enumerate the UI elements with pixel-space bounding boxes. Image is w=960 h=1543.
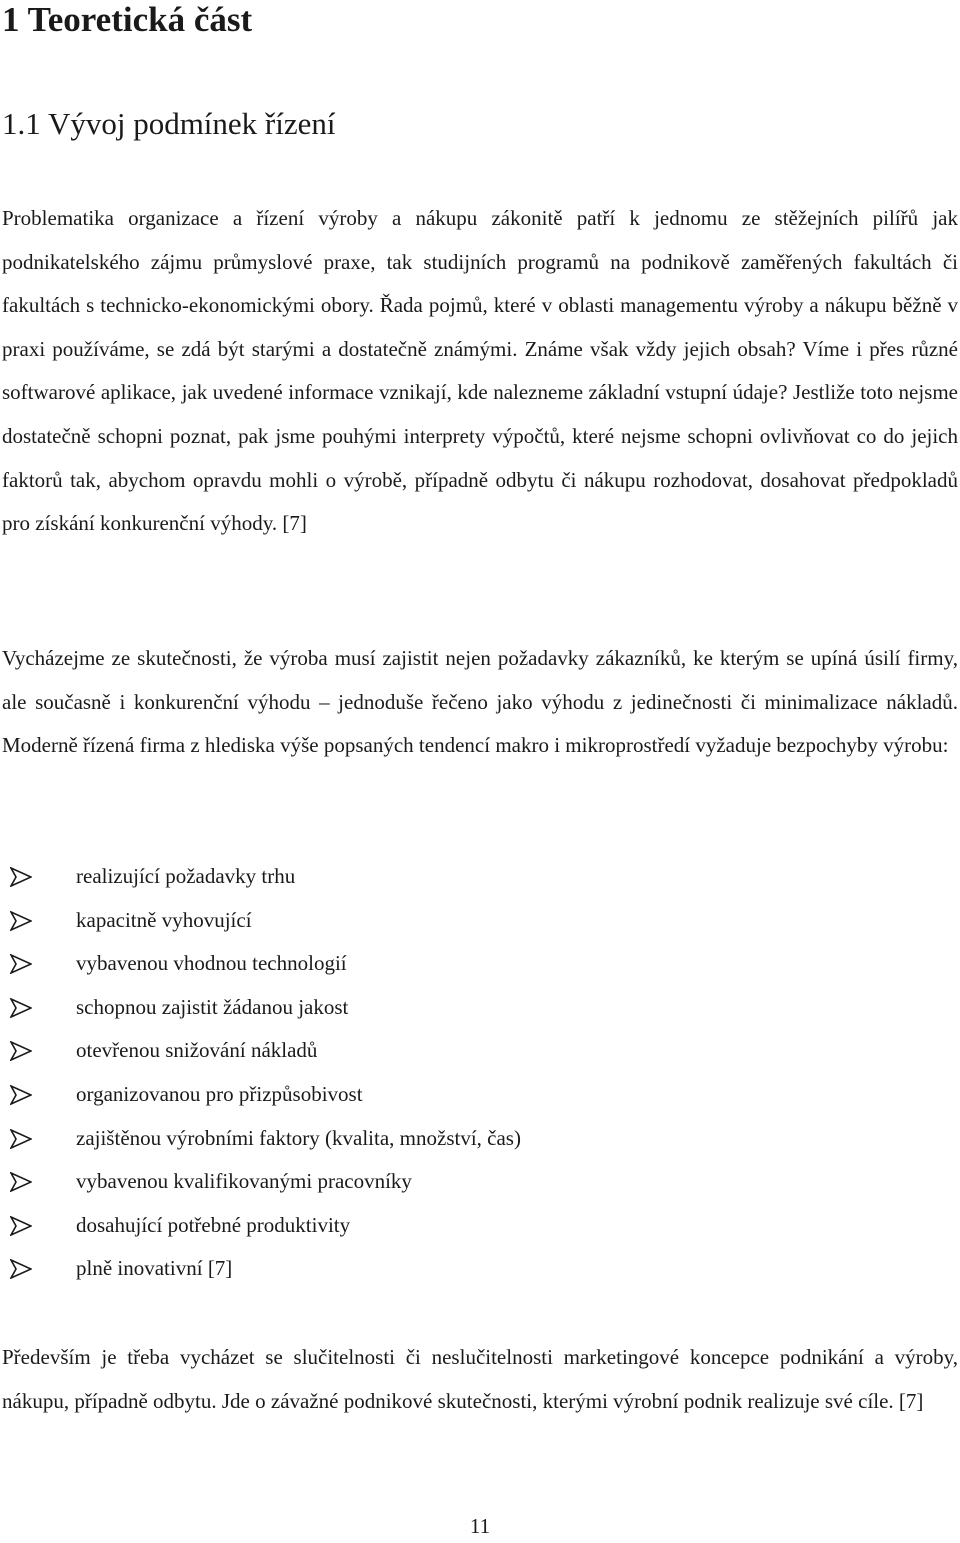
list-item-text: kapacitně vyhovující	[76, 907, 252, 932]
arrowhead-bullet-icon	[10, 1129, 32, 1149]
section-title: 1.1 Vývoj podmínek řízení	[2, 106, 336, 141]
paragraph-intro: Problematika organizace a řízení výroby a nákupu zákonitě patří k jednomu ze stěžejních pilířů jak podnikatelského zájmu průmyslové praxe, tak studijních programů na podnikově zaměřených fakultách či fakultách s technicko-ekonomickými obory. Řada pojmů, které v oblasti managementu výroby a nákupu běžně v praxi používáme, se zdá být starými a dostatečně známými. Známe však vždy jejich obsah? Víme i přes různé softwarové aplikace, jak uvedené informace vznikají, kde nalezneme základní vstupní údaje? Jestliže toto nejsme dostatečně schopni poznat, pak jsme pouhými interprety výpočtů, které nejsme schopni ovlivňovat co do jejich faktorů tak, abychom opravdu mohli o výrobě, případně odbytu či nákupu rozhodovat, dosahovat předpokladů pro získání konkurenční výhody. [7]	[2, 206, 958, 536]
list-item-text: realizující požadavky trhu	[76, 864, 296, 888]
arrowhead-bullet-icon	[10, 998, 32, 1018]
list-item	[0, 899, 956, 943]
list-item	[0, 1204, 956, 1248]
arrowhead-bullet-icon	[10, 1216, 32, 1236]
paragraph-conclusion: Především je třeba vycházet se slučitelnosti či neslučitelnosti marketingové koncepce podnikání a výroby, nákupu, případně odbytu. Jde o závažné podnikové skutečnosti, kterými výrobní podnik realizuje své cíle. [7]	[2, 1345, 958, 1413]
list-item	[0, 986, 956, 1030]
list-item-text: vybavenou vhodnou technologií	[76, 951, 347, 976]
arrowhead-bullet-icon	[10, 911, 32, 931]
arrowhead-bullet-icon	[10, 867, 32, 887]
page-number: 11	[469, 1514, 491, 1538]
list-item	[0, 942, 956, 986]
arrowhead-bullet-icon	[10, 1041, 32, 1061]
arrowhead-bullet-icon	[10, 1172, 32, 1192]
requirements-list	[0, 855, 956, 1291]
list-item	[0, 1160, 956, 1204]
list-item	[0, 1073, 956, 1117]
chapter-title: 1 Teoretická část	[2, 0, 253, 39]
list-item	[0, 1029, 956, 1073]
list-item	[0, 855, 956, 899]
list-item-text: dosahující potřebné produktivity	[76, 1212, 351, 1237]
arrowhead-bullet-icon	[10, 1085, 32, 1105]
list-item-text: zajištěnou výrobními faktory (kvalita, množství, čas)	[76, 1125, 521, 1150]
list-item-text: otevřenou snižování nákladů	[76, 1038, 318, 1063]
paragraph-requirements: Vycházejme ze skutečnosti, že výroba musí zajistit nejen požadavky zákazníků, ke kterým se upíná úsilí firmy, ale současně i konkurenční výhodu – jednoduše řečeno jako výhodu z jedinečnosti či minimalizace nákladů. Moderně řízená firma z hlediska výše popsaných tendencí makro i mikroprostředí vyžaduje bezpochyby výrobu:	[2, 646, 958, 758]
list-item-text: vybavenou kvalifikovanými pracovníky	[76, 1169, 412, 1194]
list-item	[0, 1117, 956, 1161]
list-item-text: organizovanou pro přizpůsobivost	[76, 1081, 363, 1106]
list-item-text: plně inovativní [7]	[76, 1256, 233, 1281]
list-item	[0, 1247, 956, 1291]
list-item-text: schopnou zajistit žádanou jakost	[76, 994, 349, 1019]
arrowhead-bullet-icon	[10, 1259, 32, 1279]
arrowhead-bullet-icon	[10, 954, 32, 974]
